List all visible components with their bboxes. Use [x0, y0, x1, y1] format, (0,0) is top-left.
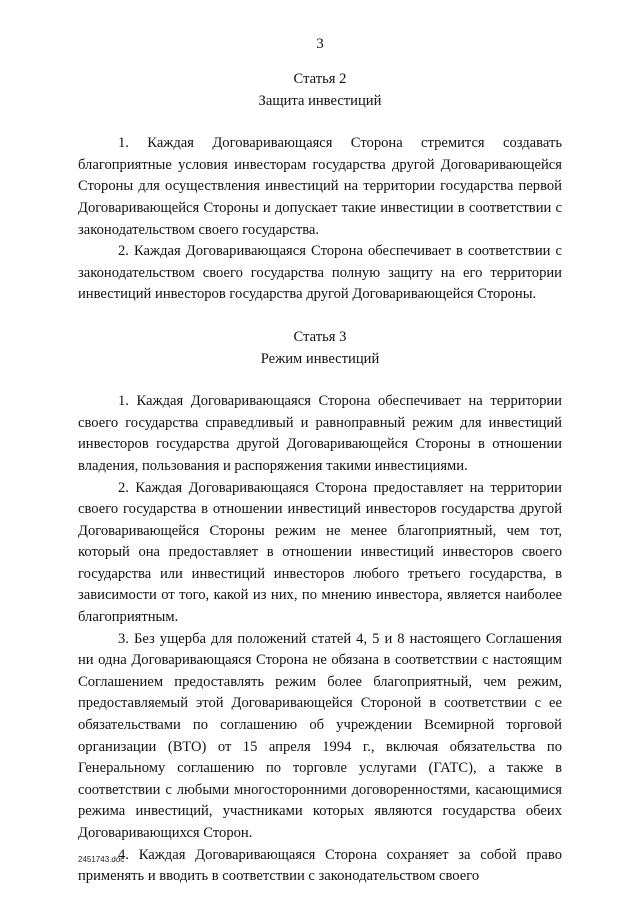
paragraph: 4. Каждая Договаривающаяся Сторона сохраняет за собой право применять и вводить в соответствии с законодательством своего — [78, 846, 562, 885]
file-name-footer: 2451743.doc — [78, 855, 125, 864]
article-title: Защита инвестиций — [258, 92, 382, 109]
article-heading: Статья 3 — [293, 328, 347, 345]
paragraph: 3. Без ущерба для положений статей 4, 5 и 8 настоящего Соглашения ни одна Договаривающаяся Сторона не обязана в соответствии с настоящим Соглашением предоставлять режим более благоприятный, чем режим, предоставляемый этой Договаривающейся Стороной в соответствии с ее обязательствами по соглашению об учреждении Всемирной торговой организации (ВТО) от 15 апреля 1994 г., включая обязательства по Генеральному соглашению по торговле услугами (ГАТС), а также в соответствии с любыми многосторонними договоренностями, касающимися режима инвестиций, участниками которых являются государства обеих Договаривающихся Сторон. — [78, 630, 562, 841]
article-2 — [78, 69, 562, 306]
paragraph: 1. Каждая Договаривающаяся Сторона обеспечивает на территории своего государства справедливый и равноправный режим для инвестиций инвесторов государства другой Договаривающейся Стороны в отношении владения, пользования и распоряжения такими инвестициями. — [78, 393, 562, 474]
article-3 — [78, 327, 562, 888]
paragraph: 2. Каждая Договаривающаяся Сторона обеспечивает в соответствии с законодательством своего государства полную защиту на его территории инвестиций инвесторов государства другой Договаривающейся Стороны. — [78, 243, 562, 303]
page-number: 3 — [316, 36, 324, 52]
article-heading: Статья 2 — [293, 71, 347, 87]
document-body — [78, 69, 562, 888]
paragraph: 2. Каждая Договаривающаяся Сторона предоставляет на территории своего государства в отношении инвестиций инвесторов государства другой Договаривающейся Стороны режим не менее благоприятный, чем тот, который она предоставляет в отношении инвестиций инвесторов своего государства или инвестиций инвесторов любого третьего государства, в зависимости от того, какой из них, по мнению инвестора, является наиболее благоприятным. — [78, 479, 562, 626]
section-gap — [78, 306, 562, 327]
paragraph: 1. Каждая Договаривающаяся Сторона стремится создавать благоприятные условия инвесторам государства другой Договаривающейся Стороны для осуществления инвестиций на территории государства первой Договаривающейся Стороны и допускает такие инвестиции в соответствии с законодательством своего государства. — [78, 135, 562, 238]
article-title: Режим инвестиций — [260, 350, 380, 367]
